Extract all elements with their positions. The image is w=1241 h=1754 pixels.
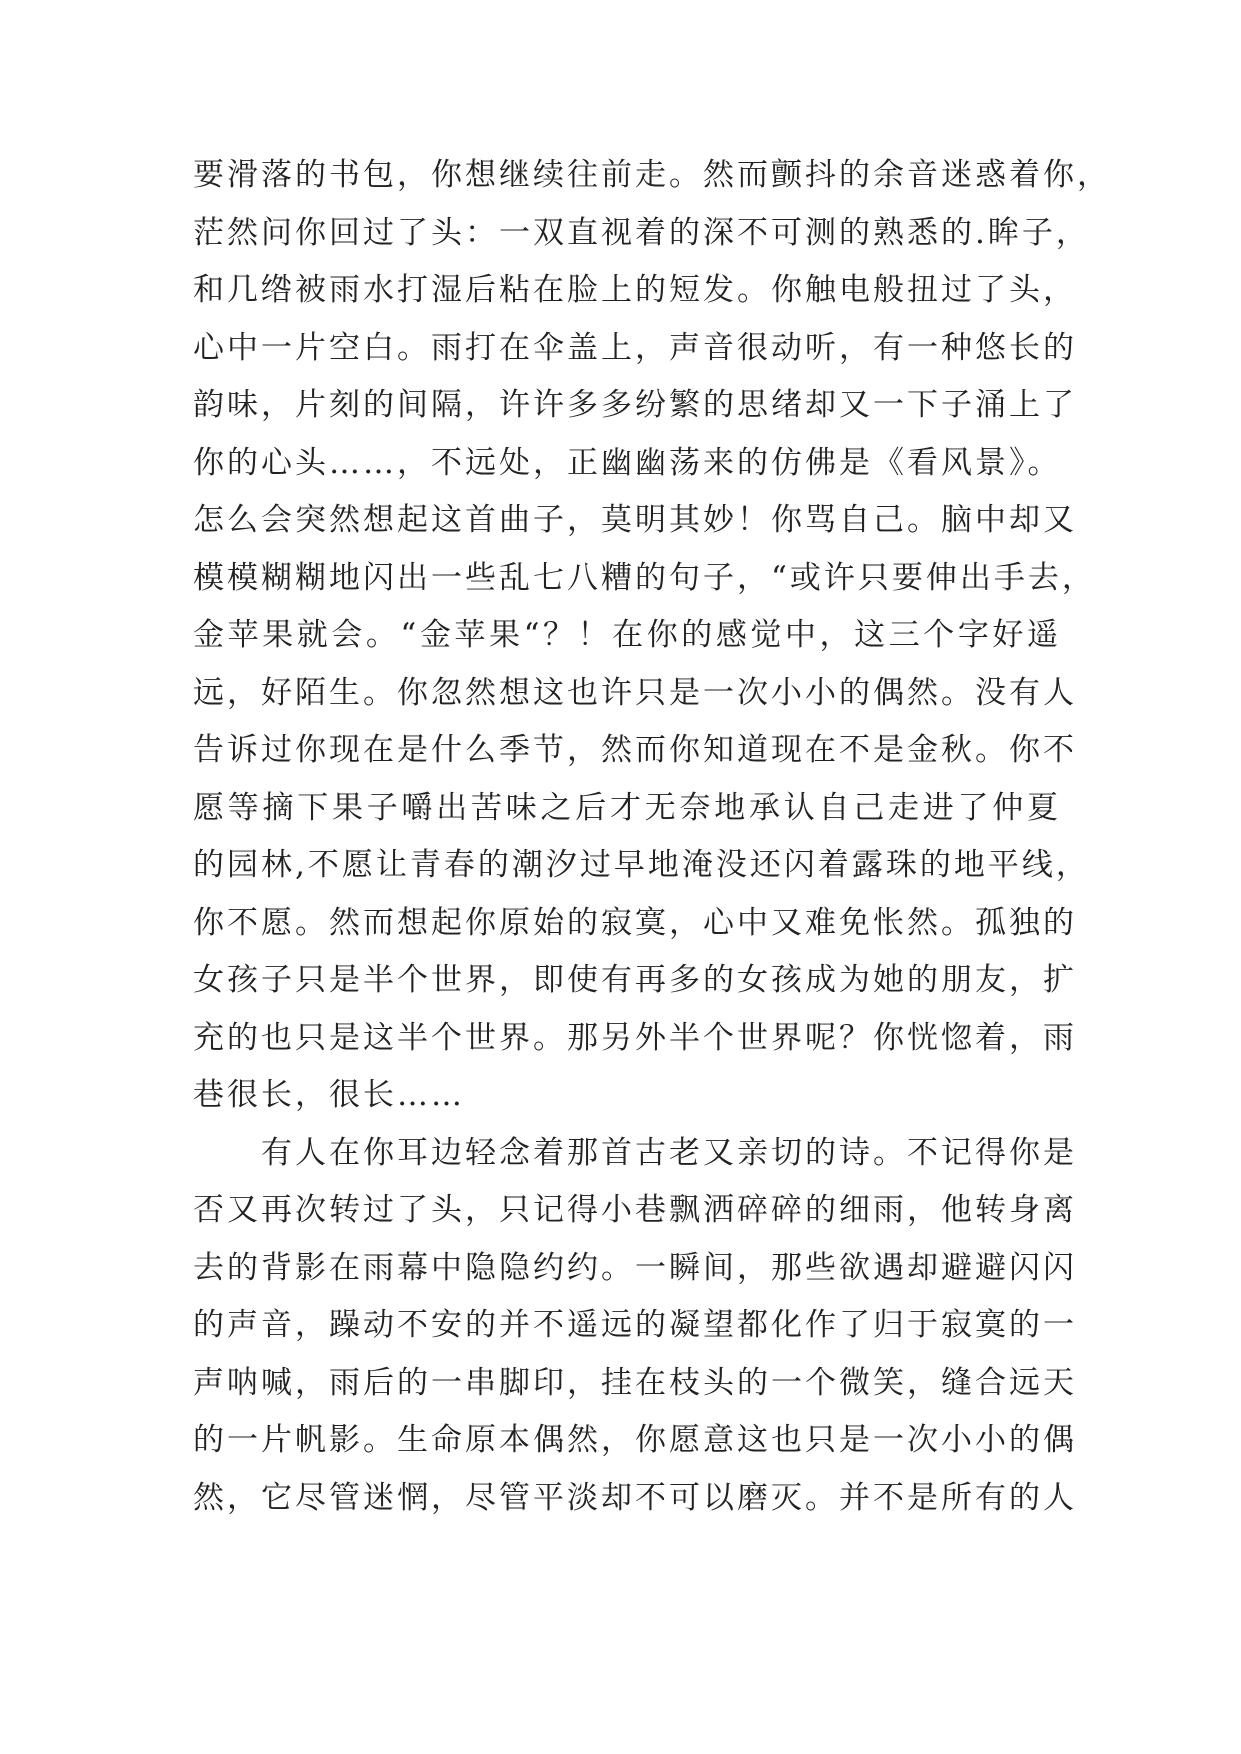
text-line: 韵味，片刻的间隔，许许多多纷繁的思绪却又一下子涌上了: [193, 387, 1077, 423]
text-line: 巷很长，很长……: [193, 1077, 465, 1113]
text-line: 告诉过你现在是什么季节，然而你知道现在不是金秋。你不: [193, 732, 1077, 768]
text-line: 茫然问你回过了头：一双直视着的深不可测的熟悉的.眸子，: [193, 214, 1090, 251]
text-line: 你不愿。然而想起你原始的寂寞，心中又难免怅然。孤独的: [193, 904, 1077, 941]
text-line: 远，好陌生。你忽然想这也许只是一次小小的偶然。没有人: [193, 674, 1077, 711]
text-line: 有人在你耳边轻念着那首古老又亲切的诗。不记得你是: [261, 1134, 1077, 1171]
text-line: 模模糊糊地闪出一些乱七八糟的句子，“或许只要伸出手去，: [193, 559, 1096, 596]
document-body: [193, 147, 1111, 1527]
text-line: 的一片帆影。生命原本偶然，你愿意这也只是一次小小的偶: [193, 1422, 1077, 1458]
text-line: 然，它尽管迷惘，尽管平淡却不可以磨灭。并不是所有的人: [193, 1479, 1077, 1516]
text-line: 怎么会突然想起这首曲子，莫明其妙！你骂自己。脑中却又: [193, 502, 1077, 538]
text-line: 和几绺被雨水打湿后粘在脸上的短发。你触电般扭过了头，: [193, 272, 1077, 308]
text-line: 否又再次转过了头，只记得小巷飘洒碎碎的细雨，他转身离: [193, 1192, 1077, 1228]
text-line: 的声音，躁动不安的并不遥远的凝望都化作了归于寂寞的一: [193, 1307, 1077, 1343]
text-line: 愿等摘下果子嚼出苦味之后才无奈地承认自己走进了仲夏: [193, 789, 1061, 826]
text-line: 声呐喊，雨后的一串脚印，挂在枝头的一个微笑，缝合远天: [193, 1364, 1077, 1401]
text-line: 你的心头……，不远处，正幽幽荡来的仿佛是《看风景》。: [193, 444, 1062, 481]
text-line: 充的也只是这半个世界。那另外半个世界呢？你恍惚着，雨: [193, 1019, 1077, 1056]
text-line: 要滑落的书包，你想继续往前走。然而颤抖的余音迷惑着你，: [193, 157, 1111, 193]
paragraph-1: [193, 147, 1111, 1125]
text-line: 金苹果就会。“金苹果“？！在你的感觉中，这三个字好遥: [193, 617, 1061, 653]
text-line: 女孩子只是半个世界，即使有再多的女孩成为她的朋友，扩: [193, 962, 1077, 998]
text-line: 心中一片空白。雨打在伞盖上，声音很动听，有一种悠长的: [193, 329, 1077, 366]
text-line: 去的背影在雨幕中隐隐约约。一瞬间，那些欲遇却避避闪闪: [193, 1249, 1077, 1286]
paragraph-2: [193, 1125, 1077, 1528]
text-line: 的园林,不愿让青春的潮汐过早地淹没还闪着露珠的地平线，: [193, 847, 1090, 883]
